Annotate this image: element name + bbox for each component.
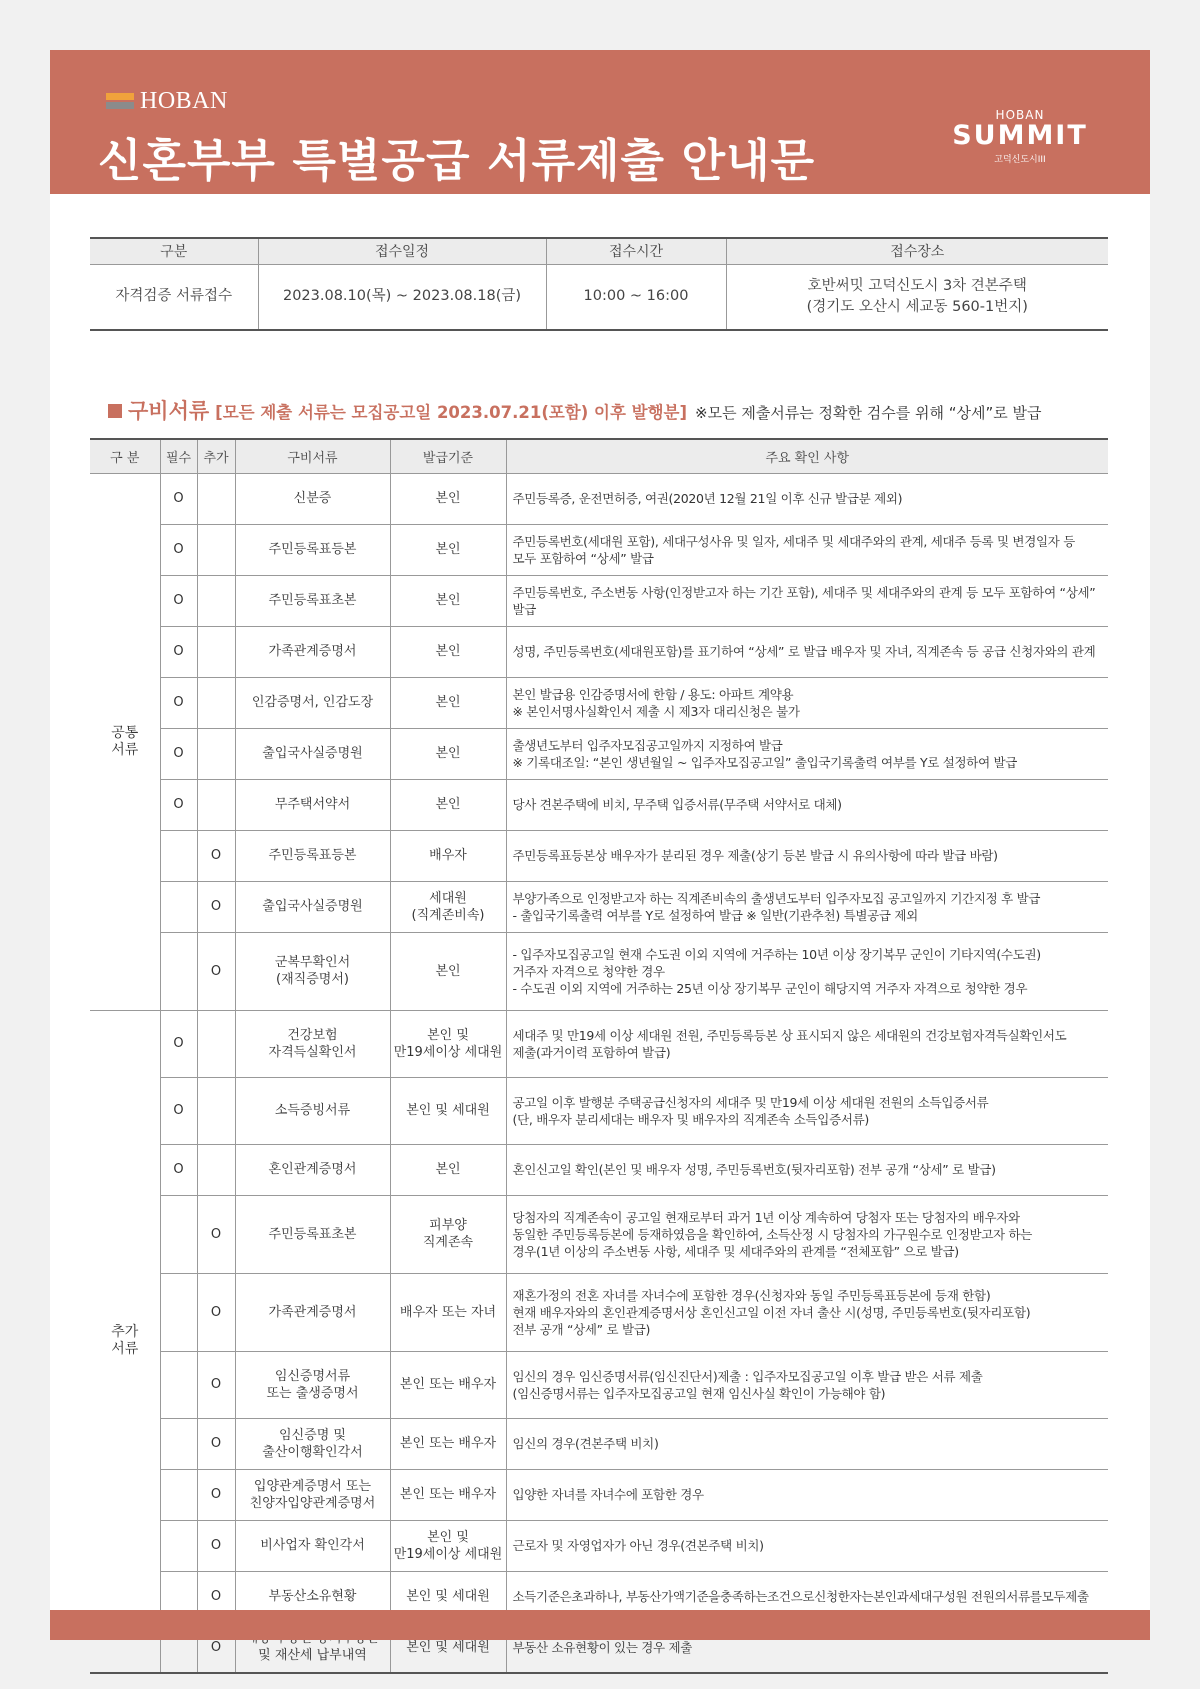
section-heading (108, 395, 1042, 425)
table-row (90, 473, 1108, 524)
schedule-table (90, 237, 1108, 331)
required-mark: O (160, 626, 197, 677)
schedule-place-address: (경기도 오산시 세교동 560-1번지) (806, 298, 1028, 315)
table-row (90, 677, 1108, 728)
section-title: 구비서류 (128, 399, 210, 423)
required-mark: O (160, 1144, 197, 1195)
additional-mark: O (197, 1520, 235, 1571)
document-name: 주민등록표등본 (235, 830, 390, 881)
issue-basis: 본인 또는 배우자 (390, 1418, 506, 1469)
table-row (90, 1195, 1108, 1273)
required-mark (160, 932, 197, 1010)
check-note: 임신의 경우(견본주택 비치) (506, 1418, 1108, 1469)
schedule-time: 10:00 ~ 16:00 (546, 264, 726, 330)
document-name: 건강보험 자격득실확인서 (235, 1010, 390, 1077)
table-row (90, 626, 1108, 677)
documents-table (90, 438, 1108, 1674)
table-row (90, 830, 1108, 881)
check-note: - 입주자모집공고일 현재 수도권 이외 지역에 거주하는 10년 이상 장기복무 군인이 기타지역(수도권) 거주자 자격으로 청약한 경우 - 수도권 이외 지역에 거주하는 25년 이상 장기복무 군인이 해당지역 거주자 자격으로 청약한 경우 (506, 932, 1108, 1010)
document-name: 입양관계증명서 또는 친양자입양관계증명서 (235, 1469, 390, 1520)
additional-mark: O (197, 830, 235, 881)
issue-basis: 본인 및 만19세이상 세대원 (390, 1010, 506, 1077)
issue-basis: 본인 및 만19세이상 세대원 (390, 1520, 506, 1571)
hoban-logo (106, 87, 228, 114)
document-name: 비사업자 확인각서 (235, 1520, 390, 1571)
additional-mark (197, 779, 235, 830)
issue-basis: 본인 또는 배우자 (390, 1351, 506, 1418)
table-row (90, 779, 1108, 830)
category-cell: 추가 서류 (90, 1010, 160, 1673)
schedule-type: 자격검증 서류접수 (115, 288, 233, 305)
required-mark (160, 1469, 197, 1520)
hoban-logo-text: HOBAN (140, 87, 228, 114)
schedule-header: 접수일정 (258, 238, 546, 264)
check-note: 근로자 및 자영업자가 아닌 경우(견본주택 비치) (506, 1520, 1108, 1571)
issue-basis: 본인 및 세대원 (390, 1077, 506, 1144)
summit-logo (950, 108, 1090, 165)
required-mark (160, 1351, 197, 1418)
issue-basis: 피부양 직계존속 (390, 1195, 506, 1273)
table-row (90, 575, 1108, 626)
documents-header: 발급기준 (390, 439, 506, 473)
table-row (90, 524, 1108, 575)
required-mark (160, 881, 197, 932)
category-cell: 공통 서류 (90, 473, 160, 1010)
check-note: 출생년도부터 입주자모집공고일까지 지정하여 발급 ※ 기록대조일: “본인 생년월일 ~ 입주자모집공고일” 출입국기록출력 여부를 Y로 설정하여 발급 (506, 728, 1108, 779)
issue-basis: 본인 및 세대원 (390, 1622, 506, 1673)
check-note: 당사 견본주택에 비치, 무주택 입증서류(무주택 서약서로 대체) (506, 779, 1108, 830)
schedule-header: 구분 (90, 238, 258, 264)
table-row (90, 932, 1108, 1010)
additional-mark (197, 473, 235, 524)
documents-header: 구 분 (90, 439, 160, 473)
section-subtitle: [모든 제출 서류는 모집공고일 2023.07.21(포함) 이후 발행분] (215, 403, 688, 422)
additional-mark: O (197, 932, 235, 1010)
check-note: 소득기준은초과하나, 부동산가액기준을충족하는조건으로신청한자는본인과세대구성원 전원의서류를모두제출 (506, 1571, 1108, 1622)
additional-mark: O (197, 1195, 235, 1273)
table-row (90, 1469, 1108, 1520)
notice-page (50, 50, 1150, 1664)
check-note: 혼인신고일 확인(본인 및 배우자 성명, 주민등록번호(뒷자리포함) 전부 공개 “상세” 로 발급) (506, 1144, 1108, 1195)
document-name: 혼인관계증명서 (235, 1144, 390, 1195)
issue-basis: 배우자 또는 자녀 (390, 1273, 506, 1351)
document-name: 임신증명서류 또는 출생증명서 (235, 1351, 390, 1418)
required-mark (160, 1520, 197, 1571)
document-name: 군복무확인서 (재직증명서) (235, 932, 390, 1010)
table-row (90, 881, 1108, 932)
issue-basis: 본인 (390, 473, 506, 524)
required-mark (160, 1195, 197, 1273)
table-row (90, 1520, 1108, 1571)
issue-basis: 본인 (390, 779, 506, 830)
documents-header: 주요 확인 사항 (506, 439, 1108, 473)
additional-mark (197, 575, 235, 626)
required-mark: O (160, 473, 197, 524)
table-row (90, 1144, 1108, 1195)
schedule-header: 접수장소 (726, 238, 1108, 264)
additional-mark (197, 728, 235, 779)
additional-mark (197, 1144, 235, 1195)
additional-mark (197, 1077, 235, 1144)
document-name: 주민등록표초본 (235, 575, 390, 626)
table-row (90, 1351, 1108, 1418)
summit-logo-sub: 고덕신도시III (994, 155, 1046, 165)
additional-mark (197, 524, 235, 575)
additional-mark (197, 677, 235, 728)
document-name: 신분증 (235, 473, 390, 524)
additional-mark: O (197, 881, 235, 932)
schedule-header: 접수시간 (546, 238, 726, 264)
documents-header: 구비서류 (235, 439, 390, 473)
issue-basis: 배우자 (390, 830, 506, 881)
table-row (90, 1418, 1108, 1469)
header-banner (50, 50, 1150, 194)
check-note: 재혼가정의 전혼 자녀를 자녀수에 포함한 경우(신청자와 동일 주민등록표등본에 등재 한함) 현재 배우자와의 혼인관계증명서상 혼인신고일 이전 자녀 출산 시(성명, 주민등록번호(뒷자리포함) 전부 공개 “상세” 로 발급) (506, 1273, 1108, 1351)
table-row (90, 728, 1108, 779)
table-row (90, 1010, 1108, 1077)
issue-basis: 본인 (390, 728, 506, 779)
check-note: 주민등록번호, 주소변동 사항(인정받고자 하는 기간 포함), 세대주 및 세대주와의 관계 등 모두 포함하여 “상세” 발급 (506, 575, 1108, 626)
document-name: 및 재산세 납부내역 (235, 1622, 390, 1673)
additional-mark: O (197, 1418, 235, 1469)
issue-basis: 본인 (390, 524, 506, 575)
document-name: 출입국사실증명원 (235, 881, 390, 932)
page-title: 신혼부부 특별공급 서류제출 안내문 (98, 134, 816, 187)
additional-mark (197, 626, 235, 677)
document-name: 인감증명서, 인감도장 (235, 677, 390, 728)
additional-mark: O (197, 1273, 235, 1351)
additional-mark (197, 1010, 235, 1077)
additional-mark: O (197, 1571, 235, 1622)
issue-basis: 본인 (390, 1144, 506, 1195)
schedule-place (726, 264, 1108, 330)
issue-basis: 본인 (390, 575, 506, 626)
schedule-place-name: 호반써밋 고덕신도시 3차 견본주택 (807, 277, 1027, 294)
document-name: 주민등록표등본 (235, 524, 390, 575)
required-mark: O (160, 677, 197, 728)
issue-basis: 본인 또는 배우자 (390, 1469, 506, 1520)
document-name: 출입국사실증명원 (235, 728, 390, 779)
summit-logo-name: SUMMIT (952, 120, 1088, 151)
schedule-dates: 2023.08.10(목) ~ 2023.08.18(금) (258, 264, 546, 330)
check-note: 주민등록증, 운전면허증, 여권(2020년 12월 21일 이후 신규 발급분 제외) (506, 473, 1108, 524)
required-mark (160, 1418, 197, 1469)
check-note: 주민등록표등본상 배우자가 분리된 경우 제출(상기 등본 발급 시 유의사항에 따라 발급 바람) (506, 830, 1108, 881)
check-note: 주민등록번호(세대원 포함), 세대구성사유 및 일자, 세대주 및 세대주와의 관계, 세대주 등록 및 변경일자 등 모두 포함하여 “상세” 발급 (506, 524, 1108, 575)
summit-logo-top: HOBAN (995, 108, 1045, 122)
issue-basis: 본인 및 세대원 (390, 1571, 506, 1622)
document-name: 가족관계증명서 (235, 1273, 390, 1351)
required-mark: O (160, 1010, 197, 1077)
section-marker-icon (108, 404, 122, 418)
check-note: 당첨자의 직계존속이 공고일 현재로부터 과거 1년 이상 계속하여 당첨자 또는 당첨자의 배우자와 동일한 주민등록등본에 등재하였음을 확인하여, 소득산정 시 당첨자의 가구원수로 인정받고자 하는 경우(1년 이상의 주소변동 사항, 세대주 및 세대주와의 관계를 “전체포함” 으로 발급) (506, 1195, 1108, 1273)
documents-header: 추가 (197, 439, 235, 473)
issue-basis: 본인 (390, 677, 506, 728)
required-mark: O (160, 728, 197, 779)
check-note: 임신의 경우 임신증명서류(임신진단서)제출 : 입주자모집공고일 이후 발급 받은 서류 제출 (임신증명서류는 입주자모집공고일 현재 임신사실 확인이 가능해야 함) (506, 1351, 1108, 1418)
issue-basis: 본인 (390, 932, 506, 1010)
footer-band (50, 1610, 1150, 1640)
check-note: 본인 발급용 인감증명서에 한함 / 용도: 아파트 계약용 ※ 본인서명사실확인서 제출 시 제3자 대리신청은 불가 (506, 677, 1108, 728)
document-name: 무주택서약서 (235, 779, 390, 830)
required-mark: O (160, 779, 197, 830)
document-name: 주민등록표초본 (235, 1195, 390, 1273)
check-note: 공고일 이후 발행분 주택공급신청자의 세대주 및 만19세 이상 세대원 전원의 소득입증서류 (단, 배우자 분리세대는 배우자 및 배우자의 직계존속 소득입증서류) (506, 1077, 1108, 1144)
additional-mark: O (197, 1622, 235, 1673)
hoban-logo-mark (106, 92, 134, 110)
required-mark: O (160, 575, 197, 626)
check-note: 입양한 자녀를 자녀수에 포함한 경우 (506, 1469, 1108, 1520)
required-mark: O (160, 524, 197, 575)
check-note: 성명, 주민등록번호(세대원포함)를 표기하여 “상세” 로 발급 배우자 및 자녀, 직계존속 등 공급 신청자와의 관계 (506, 626, 1108, 677)
document-name: 가족관계증명서 (235, 626, 390, 677)
document-name: 임신증명 및 출산이행확인각서 (235, 1418, 390, 1469)
required-mark (160, 830, 197, 881)
additional-mark: O (197, 1469, 235, 1520)
table-row (90, 1077, 1108, 1144)
issue-basis: 세대원 (직계존비속) (390, 881, 506, 932)
additional-mark: O (197, 1351, 235, 1418)
issue-basis: 본인 (390, 626, 506, 677)
document-name: 소득증빙서류 (235, 1077, 390, 1144)
table-row (90, 1273, 1108, 1351)
document-name: 부동산소유현황 (235, 1571, 390, 1622)
check-note: 부양가족으로 인정받고자 하는 직계존비속의 출생년도부터 입주자모집 공고일까지 기간지정 후 발급 - 출입국기록출력 여부를 Y로 설정하여 발급 ※ 일반(기관추천) 특별공급 제외 (506, 881, 1108, 932)
required-mark: O (160, 1077, 197, 1144)
required-mark (160, 1273, 197, 1351)
check-note: 세대주 및 만19세 이상 세대원 전원, 주민등록등본 상 표시되지 않은 세대원의 건강보험자격득실확인서도 제출(과거이력 포함하여 발급) (506, 1010, 1108, 1077)
documents-header: 필수 (160, 439, 197, 473)
section-note: ※모든 제출서류는 정확한 검수를 위해 “상세”로 발급 (695, 404, 1042, 422)
check-note: 부동산 소유현황이 있는 경우 제출 (506, 1622, 1108, 1673)
